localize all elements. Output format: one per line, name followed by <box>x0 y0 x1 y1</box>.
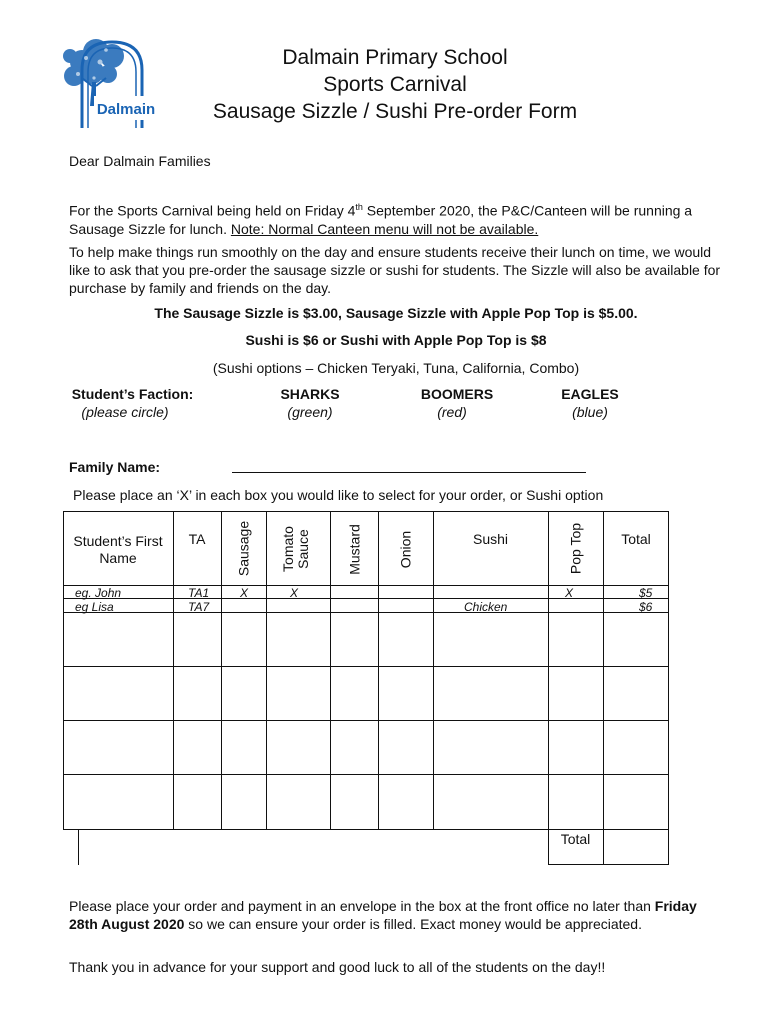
example-total-1: $5 <box>639 586 653 600</box>
header-mustard: Mustard <box>346 524 363 575</box>
example-ta-2: TA7 <box>188 600 210 614</box>
faction-boomers-color: (red) <box>437 404 467 420</box>
header-sausage: Sausage <box>235 520 252 577</box>
example-name-1: eg. John <box>75 586 122 600</box>
intro-paragraph: For the Sports Carnival being held on Friday 4th September 2020, the P&C/Canteen will be running a Sausage Sizzle for lunch. Note: Normal Canteen menu will not be available. <box>69 202 693 237</box>
school-logo <box>56 36 162 132</box>
grand-total-field[interactable] <box>604 830 668 864</box>
faction-boomers[interactable]: BOOMERS <box>420 386 494 402</box>
title-school: Dalmain Primary School <box>282 46 508 69</box>
form-title <box>150 44 640 125</box>
footer-instruction: Please place your order and payment in an envelope in the box at the front office no later than Friday 28th August 2020 so we can ensure your order is filled. Exact money would be appreciated. <box>69 898 697 932</box>
entry-row-2[interactable] <box>63 667 669 721</box>
header-ta: TA <box>188 531 206 547</box>
faction-eagles[interactable]: EAGLES <box>561 386 619 402</box>
header-tomato-sauce: Tomato Sauce <box>280 526 311 572</box>
order-instruction: Please place an ‘X’ in each box you would like to select for your order, or Sushi option <box>73 487 604 503</box>
example-sushi-2: Chicken <box>464 600 508 614</box>
family-name-label: Family Name: <box>69 459 161 475</box>
title-event: Sports Carnival <box>323 73 467 96</box>
sausage-price: The Sausage Sizzle is $3.00, Sausage Sizzle with Apple Pop Top is $5.00. <box>154 305 638 321</box>
header-student-name: Student’s First Name <box>73 533 163 566</box>
example-name-2: eg Lisa <box>75 600 114 614</box>
info-paragraph: To help make things run smoothly on the day and ensure students receive their lunch on time, we would like to ask that you pre-order the sausage sizzle or sushi for students. The Sizzle will also be available for purchase by family and friends on the day. <box>69 244 721 296</box>
sushi-price: Sushi is $6 or Sushi with Apple Pop Top is $8 <box>245 332 547 348</box>
sushi-options: (Sushi options – Chicken Teryaki, Tuna, California, Combo) <box>212 360 580 376</box>
title-form: Sausage Sizzle / Sushi Pre-order Form <box>212 100 578 123</box>
deadline: Friday 28th August 2020 <box>69 898 697 932</box>
faction-sharks-color: (green) <box>287 404 333 420</box>
example-poptop-1: X <box>565 586 574 600</box>
example-ta-1: TA1 <box>188 586 210 600</box>
grand-total-label: Total <box>560 831 591 847</box>
header-sushi: Sushi <box>472 531 509 547</box>
header-onion: Onion <box>397 530 414 569</box>
family-name-field[interactable] <box>232 472 586 473</box>
example-total-2: $6 <box>639 600 653 614</box>
entry-row-3[interactable] <box>63 721 669 775</box>
footer-thanks: Thank you in advance for your support and good luck to all of the students on the day!! <box>69 959 606 975</box>
example-tomato-1: X <box>290 586 299 600</box>
faction-eagles-color: (blue) <box>572 404 608 420</box>
faction-sharks[interactable]: SHARKS <box>280 386 340 402</box>
faction-note: (please circle) <box>81 404 169 420</box>
entry-row-1[interactable] <box>63 613 669 667</box>
example-sausage-1: X <box>240 586 249 600</box>
header-total: Total <box>621 531 651 547</box>
header-pop-top: Pop Top <box>567 522 584 575</box>
canteen-note: Note: Normal Canteen menu will not be available. <box>230 220 539 237</box>
order-table <box>63 511 669 865</box>
logo-text: Dalmain <box>96 101 156 118</box>
greeting: Dear Dalmain Families <box>69 153 211 169</box>
faction-label: Student’s Faction: <box>71 386 194 402</box>
entry-row-4[interactable] <box>63 775 669 829</box>
